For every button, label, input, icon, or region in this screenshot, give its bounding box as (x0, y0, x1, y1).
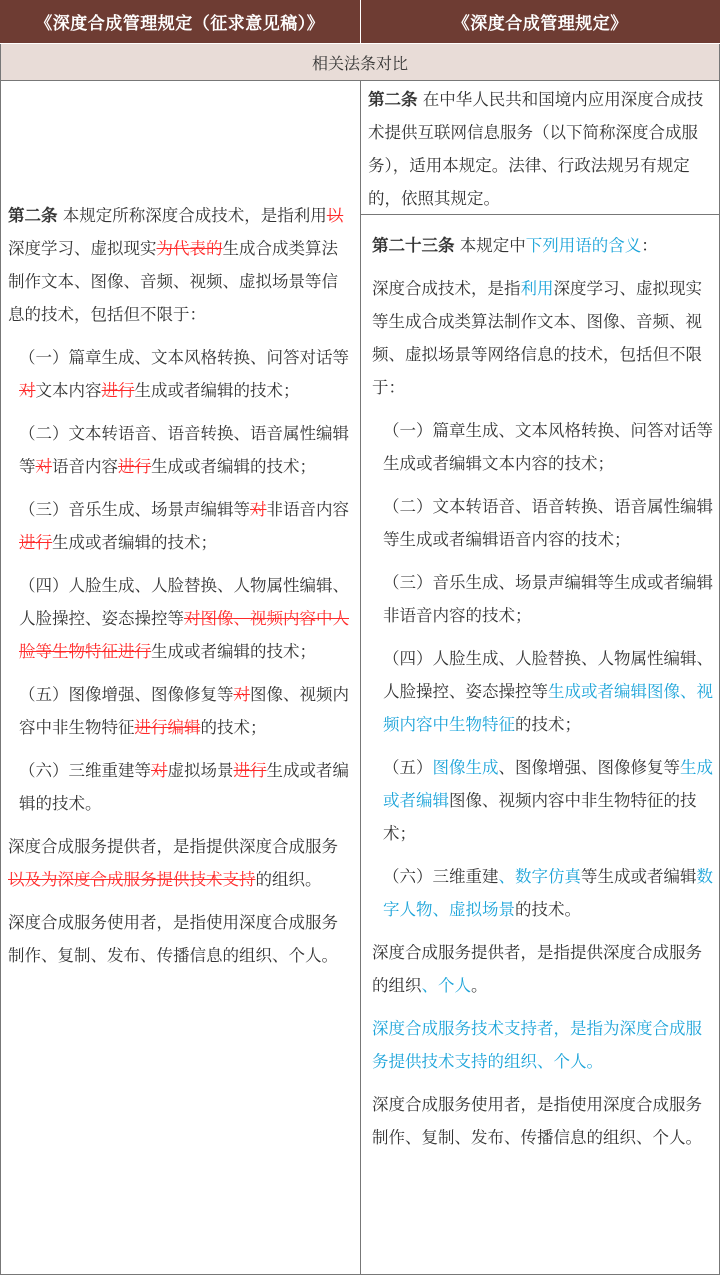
text: 的技术； (201, 718, 267, 737)
deleted-text: 进行 (102, 381, 135, 400)
text: （四）人脸生成、人脸替换、人物属性编辑、人脸操控、姿态操控等 (383, 649, 713, 701)
final-item-1 (372, 414, 715, 480)
draft-provider-definition (8, 830, 354, 896)
section-label: 相关法条对比 (0, 44, 720, 81)
text: 深度学习、虚拟现实等生成合成类算法制作文本、图像、音频、视频、虚拟场景等网络信息的技术，包括但不限于： (372, 279, 702, 397)
text: 虚拟场景 (168, 761, 234, 780)
final-article-23-intro (372, 229, 715, 262)
draft-user-definition (8, 906, 354, 972)
deleted-text: 为代表的 (157, 239, 223, 258)
text: 生成或者编辑的技术； (151, 642, 316, 661)
added-text: 数字人物、虚拟场景 (383, 867, 713, 919)
final-user-definition (372, 1088, 715, 1154)
draft-item-2 (8, 417, 354, 483)
deleted-text: 对 (234, 685, 251, 704)
added-text: 、个人 (422, 976, 472, 995)
deleted-text: 对 (250, 500, 267, 519)
final-item-2 (372, 490, 715, 556)
deleted-text: 对 (36, 457, 53, 476)
text: （五） (383, 758, 433, 777)
text: （六）三维重建 (383, 867, 499, 886)
added-text: 图像生成 (433, 758, 499, 777)
text: 深度合成服务使用者，是指使用深度合成服务制作、复制、发布、传播信息的组织、个人。 (8, 913, 338, 965)
text: 生成或者编辑的技术； (52, 533, 217, 552)
text: 本规定中 (455, 236, 526, 255)
text: （二）文本转语音、语音转换、语音属性编辑等生成或者编辑语音内容的技术； (383, 497, 713, 549)
article-label: 第二十三条 (372, 236, 455, 255)
text: 深度合成服务使用者，是指使用深度合成服务制作、复制、发布、传播信息的组织、个人。 (372, 1095, 702, 1147)
final-column (361, 81, 720, 1275)
deleted-text: 对图像、视频内容中人脸等生物特征进行 (19, 609, 349, 661)
text: 图像、视频内容中非生物特征 (19, 685, 349, 737)
text: 本规定所称深度合成技术，是指利用 (58, 206, 327, 225)
draft-item-4 (8, 569, 354, 668)
added-text: 下列用语的含义 (526, 236, 642, 255)
text: 等生成或者编辑 (581, 867, 697, 886)
text: 、图像增强、图像修复等 (499, 758, 681, 777)
final-item-4 (372, 642, 715, 741)
text: 生成或者编辑的技术； (151, 457, 316, 476)
header-final-title: 《深度合成管理规定》 (360, 0, 720, 43)
text: （五）图像增强、图像修复等 (19, 685, 234, 704)
text: 语音内容 (52, 457, 118, 476)
text: 深度学习、虚拟现实 (8, 239, 157, 258)
table-header (0, 0, 720, 44)
added-text: 生成或者编辑图像、视频内容中生物特征 (383, 682, 713, 734)
table-body (0, 81, 720, 1275)
text: 生成或者编辑的技术； (135, 381, 300, 400)
final-tech-supporter-definition (372, 1012, 715, 1078)
added-text: 生成或者编辑 (383, 758, 713, 810)
final-provider-definition (372, 936, 715, 1002)
final-item-5 (372, 751, 715, 850)
text: （四）人脸生成、人脸替换、人物属性编辑、人脸操控、姿态操控等 (19, 576, 349, 628)
text: 深度合成服务提供者，是指提供深度合成服务的组织 (372, 943, 702, 995)
draft-item-6 (8, 754, 354, 820)
deleted-text: 对 (151, 761, 168, 780)
text: （二）文本转语音、语音转换、语音属性编辑等 (19, 424, 349, 476)
text: 非语音内容 (267, 500, 350, 519)
final-article-2 (361, 81, 719, 215)
deleted-text: 对 (19, 381, 36, 400)
draft-article-2 (8, 199, 354, 331)
text: 的技术。 (515, 900, 581, 919)
article-label: 第二条 (368, 90, 418, 109)
final-technology-definition (372, 272, 715, 404)
draft-column (0, 81, 361, 1275)
draft-item-1 (8, 341, 354, 407)
text: 生成合成类算法制作文本、图像、音频、视频、虚拟场景等信息的技术，包括但不限于： (8, 239, 338, 324)
text: 。 (471, 976, 488, 995)
added-text: 深度合成服务技术支持者，是指为深度合成服务提供技术支持的组织、个人。 (372, 1019, 702, 1071)
deleted-text: 进行 (234, 761, 267, 780)
text: （六）三维重建等 (19, 761, 151, 780)
text: 生成或者编辑的技术。 (19, 761, 349, 813)
final-item-6 (372, 860, 715, 926)
draft-item-5 (8, 678, 354, 744)
deleted-text: 进行 (118, 457, 151, 476)
text: 深度合成服务提供者，是指提供深度合成服务 (8, 837, 338, 856)
text: （一）篇章生成、文本风格转换、问答对话等 (19, 348, 349, 367)
deleted-text: 以 (327, 206, 344, 225)
text: 深度合成技术，是指 (372, 279, 521, 298)
text: （三）音乐生成、场景声编辑等生成或者编辑非语音内容的技术； (383, 573, 713, 625)
text: 的组织。 (256, 870, 322, 889)
text: 在中华人民共和国境内应用深度合成技术提供互联网信息服务（以下简称深度合成服务），适用本规定。法律、行政法规另有规定的，依照其规定。 (368, 90, 703, 208)
deleted-text: 以及为深度合成服务提供技术支持 (8, 870, 256, 889)
article-label: 第二条 (8, 206, 58, 225)
added-text: 利用 (521, 279, 554, 298)
final-item-3 (372, 566, 715, 632)
draft-item-3 (8, 493, 354, 559)
deleted-text: 进行编辑 (135, 718, 201, 737)
text: ： (641, 236, 658, 255)
text: （一）篇章生成、文本风格转换、问答对话等生成或者编辑文本内容的技术； (383, 421, 713, 473)
text: 图像、视频内容中非生物特征的技术； (383, 791, 697, 843)
final-article-23 (361, 215, 719, 1274)
text: （三）音乐生成、场景声编辑等 (19, 500, 250, 519)
deleted-text: 进行 (19, 533, 52, 552)
text: 文本内容 (36, 381, 102, 400)
added-text: 、数字仿真 (499, 867, 582, 886)
header-draft-title: 《深度合成管理规定（征求意见稿）》 (0, 0, 360, 43)
text: 的技术； (515, 715, 581, 734)
